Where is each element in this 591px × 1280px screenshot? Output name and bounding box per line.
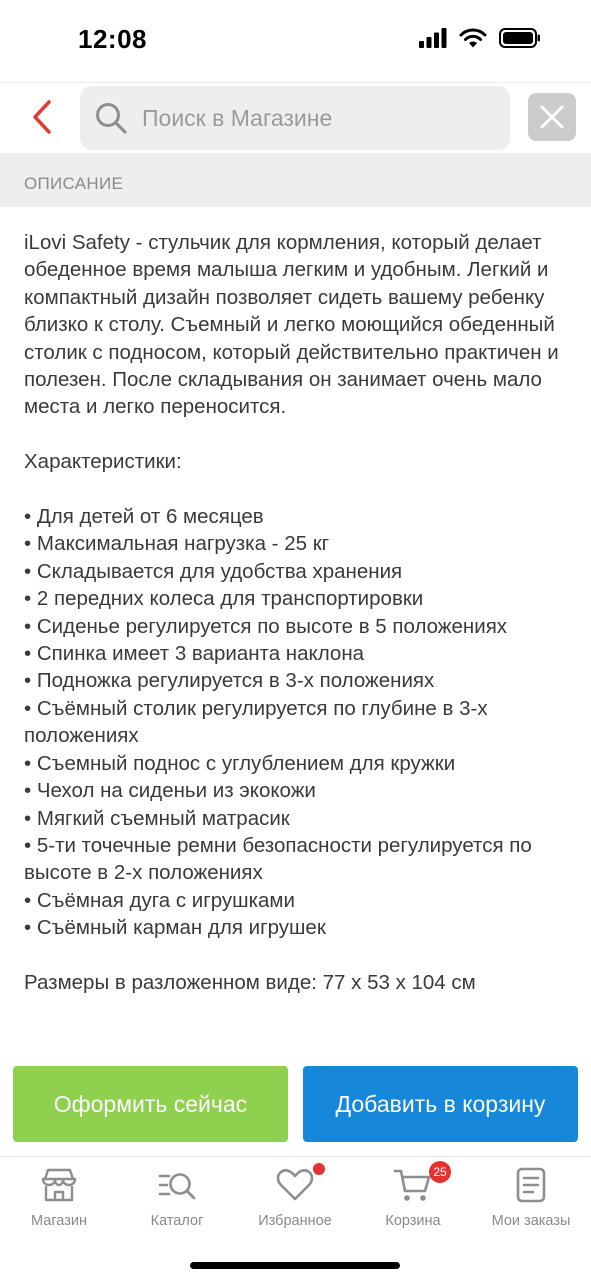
- feature-item: • Мягкий съемный матрасик: [24, 806, 290, 830]
- heart-icon: [275, 1165, 315, 1205]
- tab-label: Магазин: [31, 1213, 87, 1229]
- feature-item: • Съёмный столик регулируется по глубине в 3-х положениях: [24, 696, 488, 748]
- feature-item: • Спинка имеет 3 варианта наклона: [24, 642, 365, 666]
- tab-catalog[interactable]: [118, 1165, 236, 1235]
- feature-item: • Сиденье регулируется по высоте в 5 положениях: [24, 614, 508, 638]
- tab-orders[interactable]: [472, 1165, 590, 1235]
- features-heading: Характеристики:: [24, 450, 182, 474]
- status-icons: [419, 28, 541, 48]
- tab-cart[interactable]: [354, 1165, 472, 1235]
- signal-icon: [419, 28, 447, 48]
- dimensions-text: Размеры в разложенном виде: 77 х 53 х 104 см: [24, 970, 476, 994]
- cart-icon: [393, 1165, 447, 1205]
- tab-label: Корзина: [385, 1213, 441, 1229]
- catalog-search-icon: [157, 1165, 197, 1205]
- action-bar: [0, 1066, 591, 1142]
- product-description: [24, 229, 574, 996]
- feature-item: • Чехол на сиденьи из экокожи: [24, 779, 316, 803]
- search-box[interactable]: [80, 86, 510, 150]
- feature-item: • Максимальная нагрузка - 25 кг: [24, 532, 330, 556]
- home-indicator: [190, 1262, 400, 1269]
- feature-item: • 5-ти точечные ремни безопасности регулируется по высоте в 2-х положениях: [24, 833, 532, 885]
- feature-item: • 2 передних колеса для транспортировки: [24, 587, 424, 611]
- search-header: [0, 82, 591, 152]
- feature-item: • Съемный поднос с углублением для кружки: [24, 751, 456, 775]
- tab-label: Мои заказы: [491, 1213, 571, 1229]
- wifi-icon: [459, 28, 487, 48]
- favorites-badge-dot: [313, 1163, 325, 1175]
- buy-now-button[interactable]: Оформить сейчас: [13, 1066, 288, 1142]
- tab-store[interactable]: [0, 1165, 118, 1235]
- chevron-left-icon: [32, 100, 52, 134]
- store-icon: [39, 1165, 79, 1205]
- search-input[interactable]: [142, 105, 492, 132]
- search-icon: [94, 101, 128, 135]
- battery-icon: [499, 28, 541, 48]
- feature-item: • Для детей от 6 месяцев: [24, 505, 264, 529]
- tab-label: Избранное: [258, 1213, 332, 1229]
- status-time: 12:08: [78, 24, 147, 54]
- tab-label: Каталог: [150, 1213, 204, 1229]
- tab-favorites[interactable]: [236, 1165, 354, 1235]
- status-bar: [0, 0, 591, 80]
- orders-icon: [511, 1165, 551, 1205]
- section-title: ОПИСАНИЕ: [24, 174, 124, 193]
- add-to-cart-button[interactable]: Добавить в корзину: [303, 1066, 578, 1142]
- feature-item: • Съёмный карман для игрушек: [24, 916, 326, 940]
- description-intro: iLovi Safety - стульчик для кормления, который делает обеденное время малыша легким и удобным. Легкий и компактный дизайн позволяет сидеть вашему ребенку близко к столу. Съемный и легко моющийся обеденный столик с подносом, который действительно практичен и полезен. После складывания он занимает очень мало места и легко переносится.: [24, 231, 559, 419]
- feature-item: • Съёмная дуга с игрушками: [24, 888, 295, 912]
- feature-item: • Подножка регулируется в 3-х положениях: [24, 669, 435, 693]
- cart-badge: 25: [429, 1161, 451, 1183]
- clear-search-button[interactable]: [528, 93, 576, 141]
- close-icon: [540, 105, 564, 129]
- back-button[interactable]: [22, 97, 62, 137]
- section-header: [0, 153, 591, 207]
- feature-item: • Складывается для удобства хранения: [24, 559, 403, 583]
